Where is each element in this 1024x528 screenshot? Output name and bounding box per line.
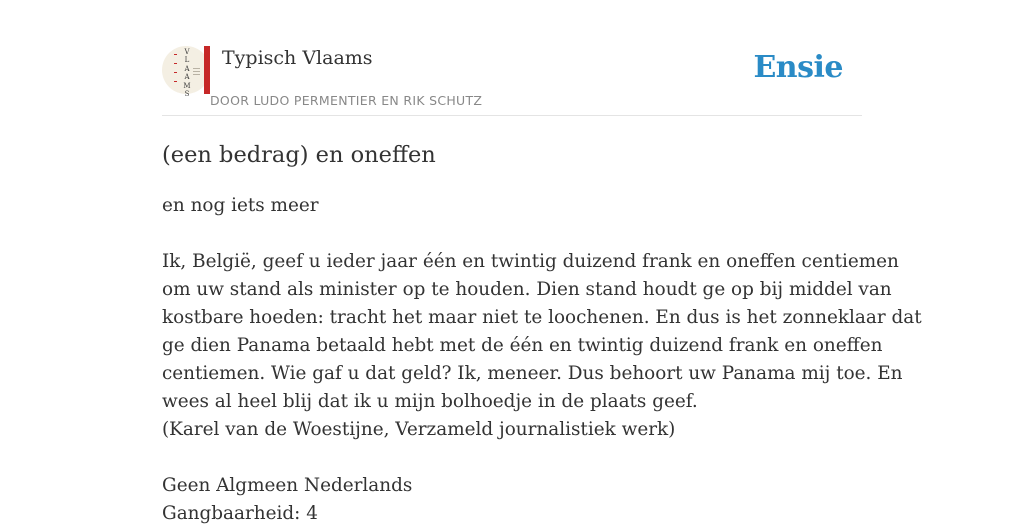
book-cover-spine [204, 46, 210, 94]
quote-line: centiemen. Wie gaf u dat geld? Ik, meneer. Dus behoort uw Panama mij toe. En [162, 363, 903, 384]
book-cover-rule [193, 68, 200, 69]
entry-definition: en nog iets meer [162, 195, 319, 216]
usage-note: Gangbaarheid: 4 [162, 503, 318, 524]
paragraph-gap [162, 220, 862, 248]
book-authors: DOOR LUDO PERMENTIER EN RIK SCHUTZ [210, 93, 483, 108]
book-cover-image[interactable] [162, 46, 210, 99]
paragraph-gap [162, 444, 862, 472]
entry-content [162, 140, 922, 528]
quote-source: (Karel van de Woestijne, Verzameld journalistiek werk) [162, 419, 676, 440]
book-cover-mark [174, 54, 177, 55]
book-header [162, 46, 862, 116]
entry-title: (een bedrag) en oneffen [162, 142, 436, 168]
quote-line: ge dien Panama betaald hebt met de één en twintig duizend frank en oneffen [162, 335, 883, 356]
book-cover-rule [193, 71, 200, 72]
quote-line: Ik, België, geef u ieder jaar één en twintig duizend frank en oneffen centiemen [162, 251, 899, 272]
book-cover-lettering: V L A A M S [183, 48, 191, 99]
quote-line: om uw stand als minister op te houden. Dien stand houdt ge op bij middel van [162, 279, 892, 300]
ensie-logo-link[interactable]: Ensie [753, 50, 843, 85]
book-cover-mark [174, 63, 177, 64]
quote-line: kostbare hoeden: tracht het maar niet te loochenen. En dus is het zonneklaar dat [162, 307, 922, 328]
book-title[interactable]: Typisch Vlaams [222, 47, 373, 69]
book-cover-mark [174, 72, 177, 73]
entry-body [162, 192, 922, 528]
book-cover-rule [193, 74, 200, 75]
usage-note: Geen Algmeen Nederlands [162, 475, 413, 496]
book-cover-mark [174, 81, 177, 82]
quote-line: wees al heel blij dat ik u mijn bolhoedje in de plaats geef. [162, 391, 698, 412]
